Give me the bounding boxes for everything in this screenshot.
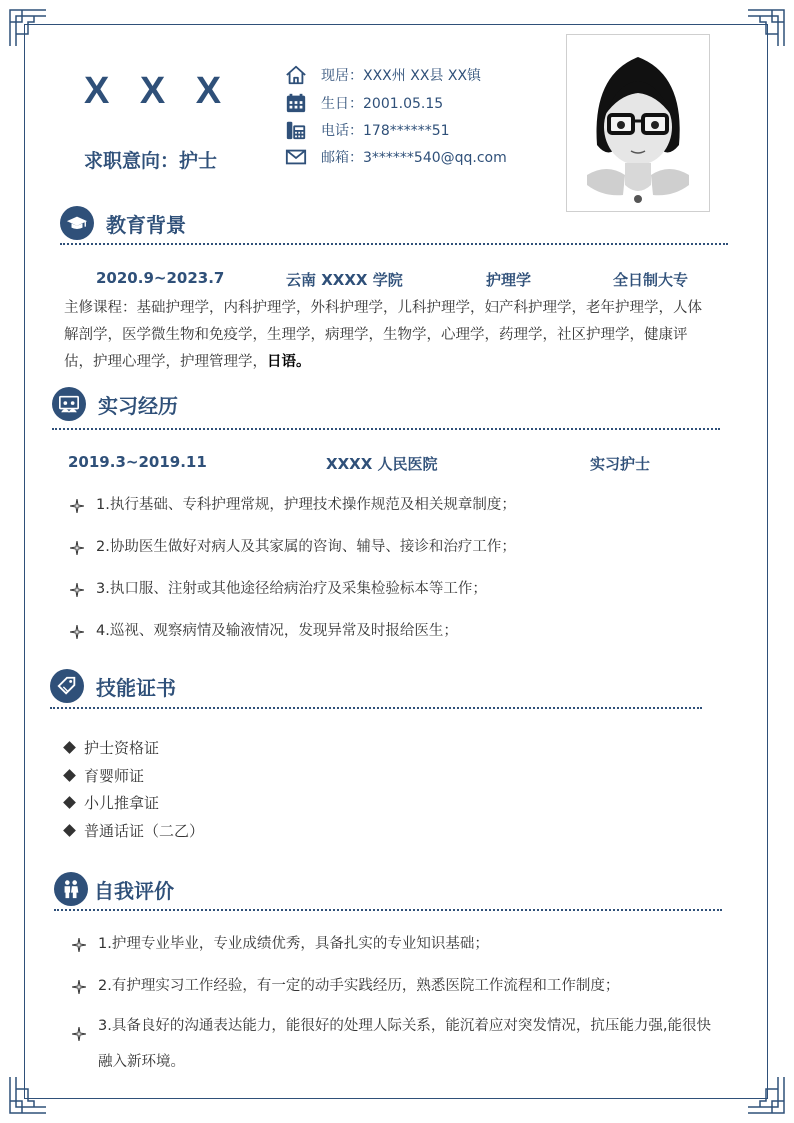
section-self-eval-header [54, 872, 174, 906]
internship-duty [70, 619, 458, 640]
phone-icon [285, 119, 307, 141]
home-icon [285, 64, 307, 86]
certificate-tag-icon [50, 669, 84, 703]
duty-text: 1.执行基础、专科护理常规，护理技术操作规范及相关规章制度； [96, 497, 516, 513]
people-icon [54, 872, 88, 906]
section-education-header [60, 206, 186, 240]
contact-phone [285, 119, 450, 141]
calendar-icon [285, 92, 307, 114]
section-divider [60, 243, 728, 245]
self-eval-item [72, 974, 722, 995]
profile-photo [566, 34, 710, 212]
section-skills-title: 技能证书 [96, 675, 176, 700]
certificate-item [63, 737, 159, 758]
internship-hospital: XXXX 人民医院 [326, 455, 438, 473]
education-period: 2020.9~2023.7 [96, 269, 225, 287]
section-skills-header [50, 669, 176, 703]
job-intent-value: 护士 [179, 150, 218, 172]
mail-icon [285, 146, 307, 168]
internship-period: 2019.3~2019.11 [68, 453, 207, 471]
contact-address-text: 现居：XXX州 XX县 XX镇 [321, 68, 482, 84]
contact-address [285, 64, 481, 86]
graduation-cap-icon [60, 206, 94, 240]
sparkle-bullet-icon [70, 583, 84, 597]
certificate-text: 护士资格证 [84, 739, 160, 757]
self-eval-text: 2.有护理实习工作经验，有一定的动手实践经历，熟悉医院工作流程和工作制度； [98, 978, 620, 994]
internship-role: 实习护士 [590, 455, 651, 473]
certificate-item [63, 792, 159, 813]
sparkle-bullet-icon [70, 499, 84, 513]
sparkle-bullet-icon [72, 980, 86, 994]
sparkle-bullet-icon [70, 625, 84, 639]
certificate-item [63, 765, 144, 786]
certificate-text: 普通话证（二乙） [84, 822, 205, 840]
courses-text: 基础护理学，内科护理学，外科护理学，儿科护理学，妇产科护理学，老年护理学，人体解剖学，医学微生物和免疫学，生理学，病理学，生物学，心理学，药理学，社区护理学，健康评估，护理心理学，护理管理学， [64, 300, 702, 370]
duty-text: 3.执口服、注射或其他途径给病治疗及采集检验标本等工作； [96, 581, 487, 597]
section-internship-title: 实习经历 [98, 393, 178, 418]
section-divider [54, 909, 722, 911]
section-divider [52, 428, 720, 430]
self-eval-text: 1.护理专业毕业，专业成绩优秀，具备扎实的专业知识基础； [98, 936, 489, 952]
contact-email-text: 邮箱：3******540@qq.com [321, 150, 507, 166]
job-intent [84, 146, 217, 173]
self-eval-item [72, 932, 722, 953]
corner-ornament-top-left [8, 8, 48, 48]
diamond-bullet-icon [63, 796, 76, 809]
courses-tail: 日语。 [267, 354, 311, 370]
education-degree: 全日制大专 [613, 271, 689, 289]
education-school: 云南 XXXX 学院 [286, 271, 403, 289]
corner-ornament-bottom-left [8, 1075, 48, 1115]
job-intent-label: 求职意向： [84, 150, 180, 172]
corner-ornament-top-right [746, 8, 786, 48]
diamond-bullet-icon [63, 824, 76, 837]
certificate-text: 小儿推拿证 [84, 794, 160, 812]
education-courses [64, 295, 714, 376]
sparkle-bullet-icon [70, 541, 84, 555]
duty-text: 2.协助医生做好对病人及其家属的咨询、辅导、接诊和治疗工作； [96, 539, 516, 555]
sparkle-bullet-icon [72, 938, 86, 952]
candidate-name: X X X [84, 70, 232, 112]
section-education-title: 教育背景 [106, 212, 186, 237]
courses-label: 主修课程： [64, 300, 137, 316]
internship-duty [70, 535, 516, 556]
corner-ornament-bottom-right [746, 1075, 786, 1115]
sparkle-bullet-icon [72, 1027, 86, 1041]
portrait-illustration [567, 35, 709, 211]
section-divider [50, 707, 702, 709]
certificate-text: 育婴师证 [84, 767, 145, 785]
diamond-bullet-icon [63, 769, 76, 782]
duty-text: 4.巡视、观察病情及输液情况，发现异常及时报给医生； [96, 623, 458, 639]
self-eval-item [72, 1016, 722, 1080]
section-self-eval-title: 自我评价 [94, 878, 174, 903]
internship-duty [70, 577, 487, 598]
contact-birthday [285, 92, 443, 114]
self-eval-text: 3.具备良好的沟通表达能力，能很好的处理人际关系，能沉着应对突发情况，抗压能力强,能很快融入新环境。 [98, 1018, 711, 1070]
certificate-item [63, 820, 204, 841]
section-internship-header [52, 387, 178, 421]
contact-phone-text: 电话：178******51 [321, 123, 450, 139]
contact-birthday-text: 生日：2001.05.15 [321, 96, 444, 112]
contact-email [285, 146, 507, 168]
team-board-icon [52, 387, 86, 421]
education-major: 护理学 [486, 271, 532, 289]
internship-duty [70, 493, 516, 514]
diamond-bullet-icon [63, 741, 76, 754]
